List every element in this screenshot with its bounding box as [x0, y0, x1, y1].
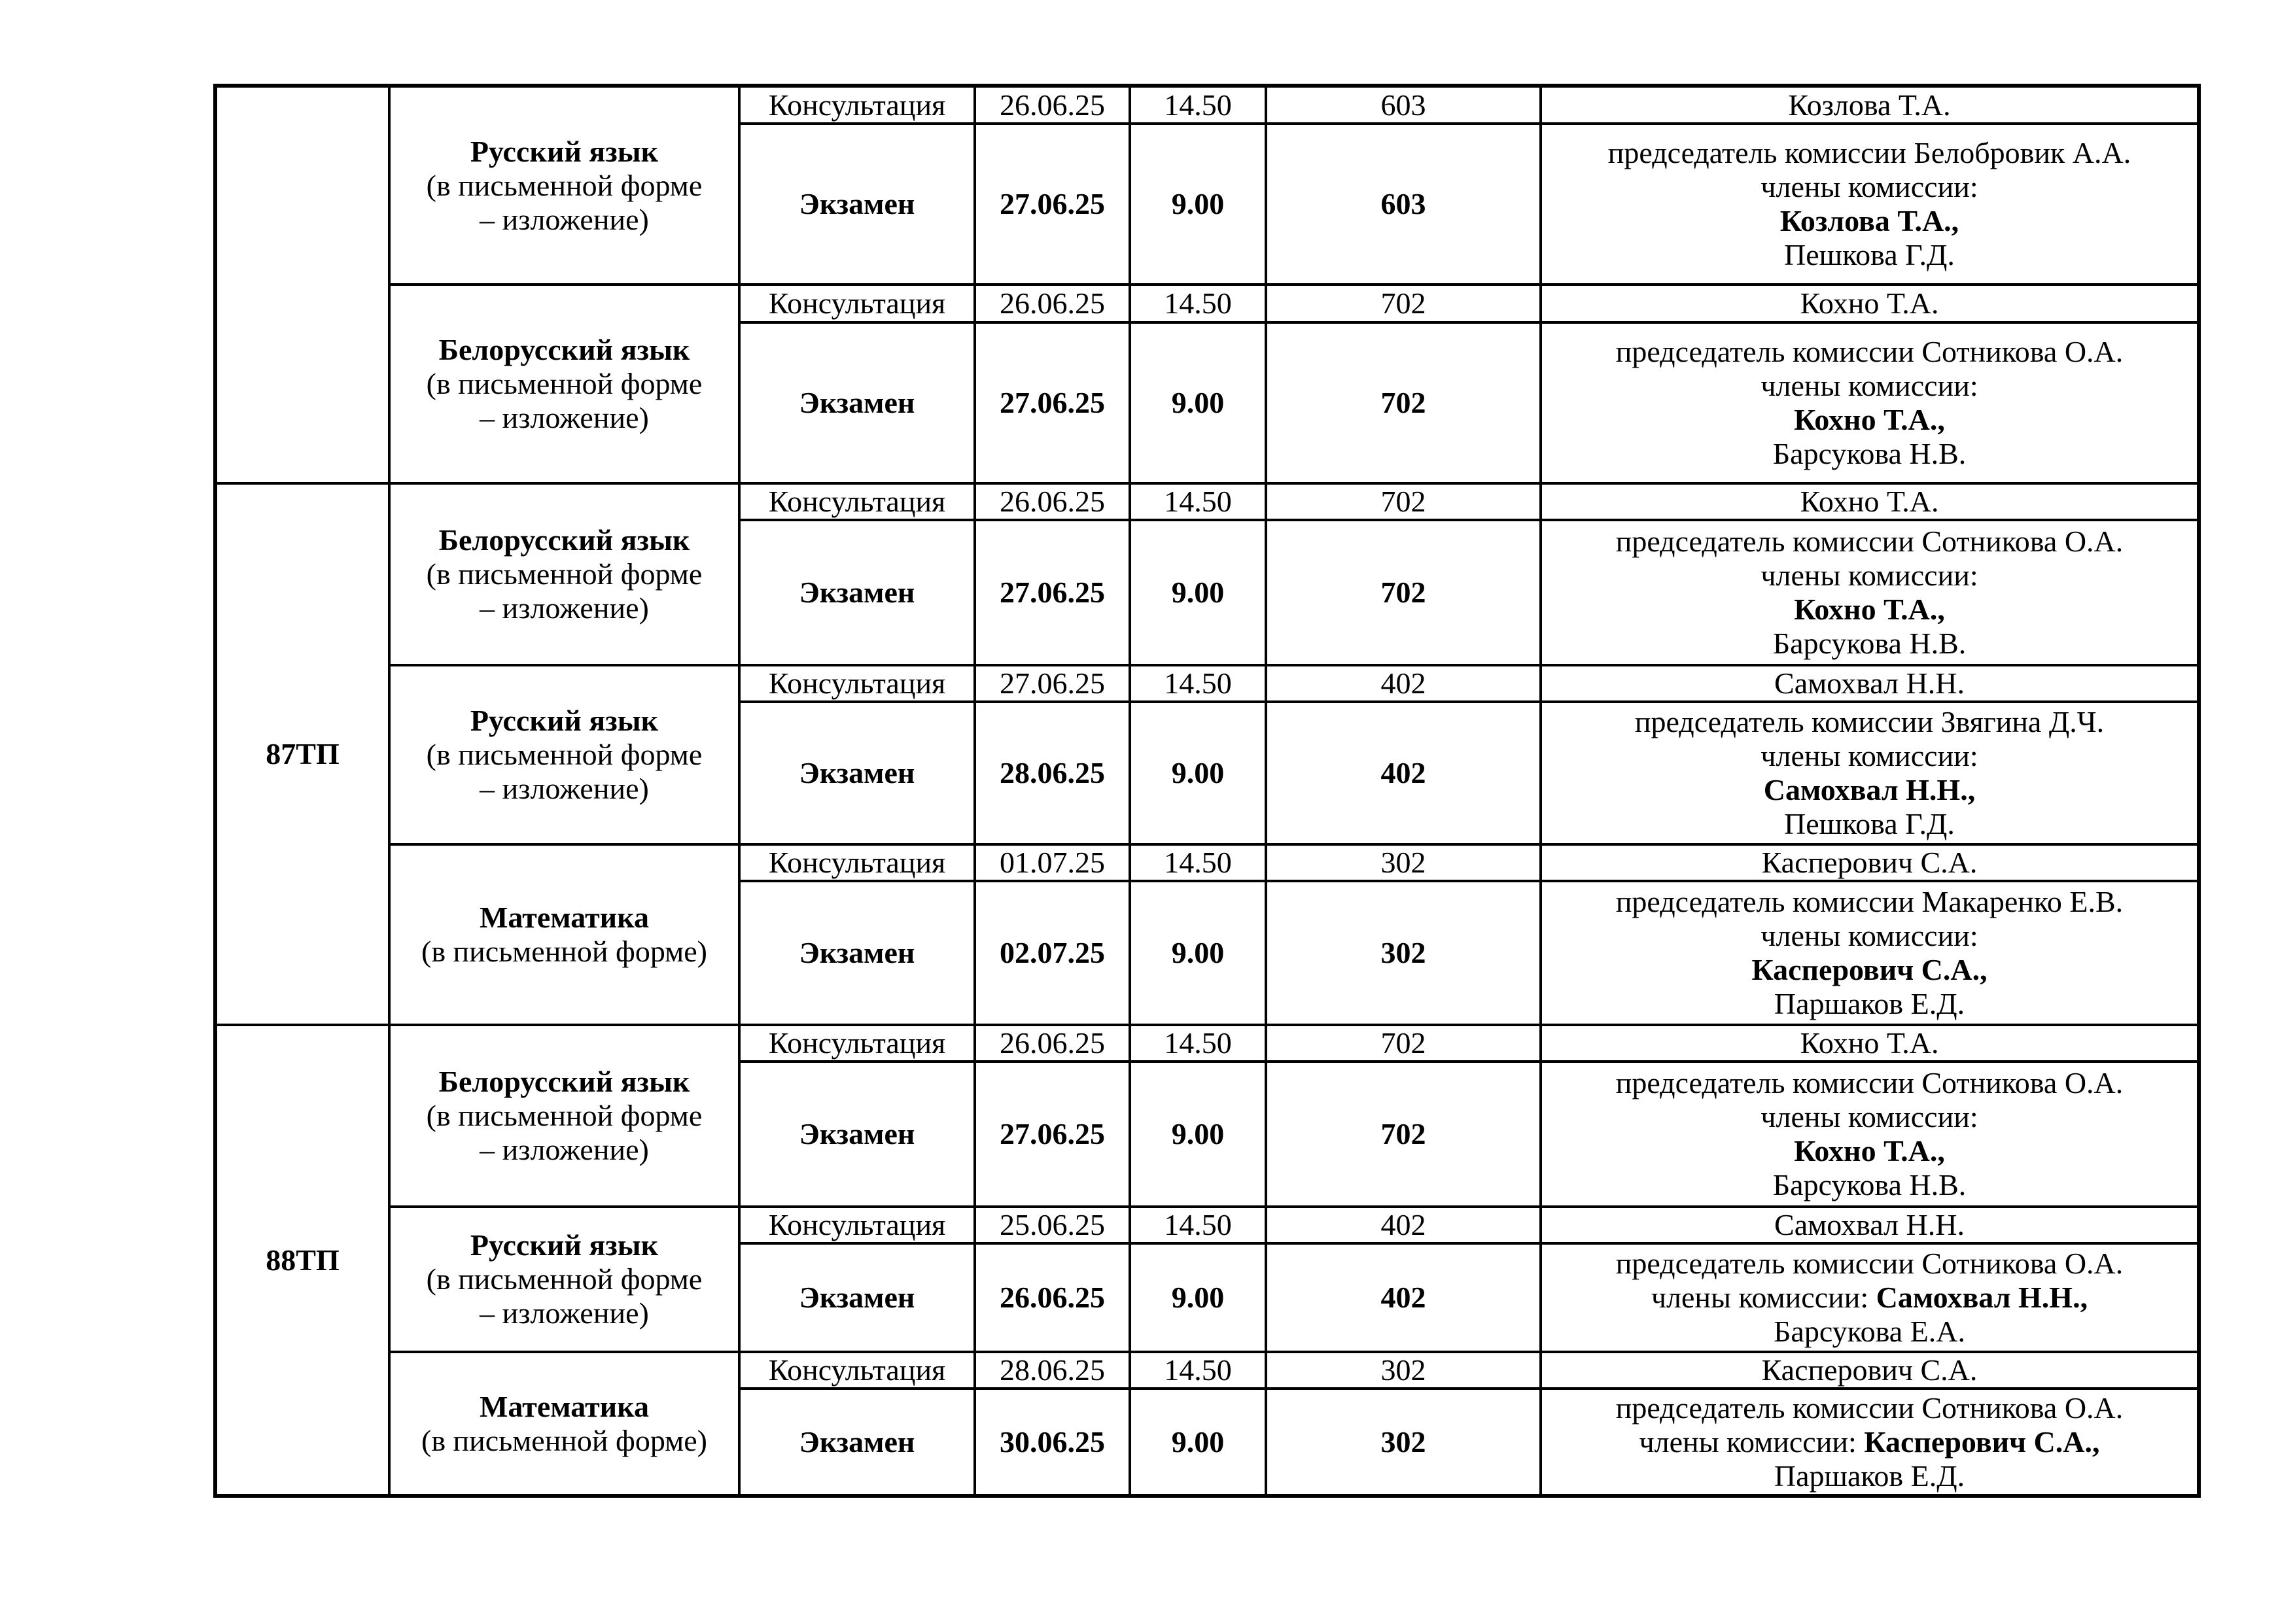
event-time: 9.00 [1130, 124, 1266, 285]
event-date: 02.07.25 [975, 881, 1130, 1025]
consultation-teacher: Кохно Т.А. [1541, 1025, 2199, 1062]
commission-members-line [1549, 1425, 2190, 1459]
event-room: 702 [1266, 322, 1541, 483]
subject-note: – изложение) [480, 401, 649, 434]
subject-note: – изложение) [480, 591, 649, 625]
commission-chair: председатель комиссии Сотникова О.А. [1615, 335, 2124, 368]
event-time: 14.50 [1130, 1352, 1266, 1389]
commission-chair: председатель комиссии Сотникова О.А. [1615, 1247, 2124, 1280]
commission-chair: председатель комиссии Звягина Д.Ч. [1634, 705, 2105, 738]
commission-member-other: Барсукова Н.В. [1772, 437, 1967, 470]
subject-note: (в письменной форме) [421, 1423, 707, 1457]
subject-name: Русский язык [470, 1228, 659, 1262]
consultation-teacher: Самохвал Н.Н. [1541, 1207, 2199, 1243]
commission-chair: председатель комиссии Сотникова О.А. [1615, 1391, 2124, 1425]
consultation-row [215, 285, 2199, 322]
event-room: 302 [1266, 1389, 1541, 1496]
event-room: 302 [1266, 881, 1541, 1025]
event-date: 26.06.25 [975, 1025, 1130, 1062]
commission-member-main: Козлова Т.А., [1779, 204, 1959, 237]
event-time: 9.00 [1130, 881, 1266, 1025]
event-room: 702 [1266, 1025, 1541, 1062]
subject-note: (в письменной форме [426, 738, 703, 771]
event-time: 14.50 [1130, 86, 1266, 124]
subject-note: – изложение) [480, 772, 649, 805]
event-time: 14.50 [1130, 1207, 1266, 1243]
subject-cell [389, 665, 739, 844]
exam-commission [1541, 1243, 2199, 1352]
event-type: Экзамен [739, 322, 975, 483]
subject-note: (в письменной форме [426, 557, 703, 591]
subject-note: – изложение) [480, 202, 649, 236]
subject-cell [389, 1352, 739, 1496]
commission-member-other: Пешкова Г.Д. [1784, 807, 1955, 840]
event-date: 26.06.25 [975, 285, 1130, 322]
event-date: 30.06.25 [975, 1389, 1130, 1496]
subject-cell [389, 86, 739, 285]
commission-member-main: Самохвал Н.Н., [1876, 1281, 2088, 1314]
commission-member-main: Самохвал Н.Н., [1763, 773, 1976, 806]
event-time: 9.00 [1130, 322, 1266, 483]
event-time: 14.50 [1130, 1025, 1266, 1062]
consultation-teacher: Кохно Т.А. [1541, 285, 2199, 322]
event-room: 702 [1266, 1062, 1541, 1207]
consultation-teacher: Самохвал Н.Н. [1541, 665, 2199, 702]
subject-note: (в письменной форме [426, 367, 703, 400]
event-type: Консультация [739, 86, 975, 124]
event-room: 402 [1266, 1207, 1541, 1243]
event-room: 603 [1266, 86, 1541, 124]
event-type: Консультация [739, 665, 975, 702]
commission-member-other: Паршаков Е.Д. [1774, 987, 1965, 1020]
consultation-row [215, 483, 2199, 520]
subject-name: Русский язык [470, 134, 659, 168]
event-room: 702 [1266, 285, 1541, 322]
consultation-teacher: Кохно Т.А. [1541, 483, 2199, 520]
commission-members-label: члены комиссии: [1651, 1281, 1869, 1314]
exam-commission [1541, 1062, 2199, 1207]
subject-name: Русский язык [470, 704, 659, 737]
event-type: Экзамен [739, 520, 975, 665]
exam-commission [1541, 520, 2199, 665]
consultation-row [215, 1025, 2199, 1062]
event-date: 26.06.25 [975, 86, 1130, 124]
event-time: 14.50 [1130, 665, 1266, 702]
subject-cell [389, 483, 739, 665]
commission-members-line [1549, 1281, 2190, 1315]
event-room: 302 [1266, 844, 1541, 881]
commission-member-other: Пешкова Г.Д. [1784, 238, 1955, 271]
consultation-teacher: Касперович С.А. [1541, 844, 2199, 881]
subject-note: – изложение) [480, 1133, 649, 1166]
event-room: 603 [1266, 124, 1541, 285]
event-date: 27.06.25 [975, 520, 1130, 665]
subject-name: Математика [480, 901, 649, 934]
commission-member-other: Паршаков Е.Д. [1774, 1459, 1965, 1493]
subject-note: – изложение) [480, 1296, 649, 1330]
event-date: 28.06.25 [975, 1352, 1130, 1389]
commission-members-label: члены комиссии: [1761, 1100, 1978, 1133]
exam-commission [1541, 881, 2199, 1025]
event-date: 28.06.25 [975, 702, 1130, 844]
commission-member-other: Барсукова Н.В. [1772, 627, 1967, 660]
consultation-row [215, 1207, 2199, 1243]
subject-name: Белорусский язык [438, 333, 690, 366]
subject-name: Математика [480, 1389, 649, 1423]
event-date: 26.06.25 [975, 1243, 1130, 1352]
subject-cell [389, 844, 739, 1025]
event-room: 402 [1266, 665, 1541, 702]
commission-chair: председатель комиссии Белобровик А.А. [1607, 136, 2131, 169]
event-type: Экзамен [739, 881, 975, 1025]
event-type: Экзамен [739, 124, 975, 285]
subject-name: Белорусский язык [438, 1065, 690, 1098]
subject-note: (в письменной форме) [421, 935, 707, 968]
exam-schedule-table [213, 84, 2201, 1498]
commission-member-other: Барсукова Н.В. [1772, 1168, 1967, 1201]
event-type: Консультация [739, 844, 975, 881]
group-name: 88ТП [215, 1025, 389, 1496]
group-name [215, 86, 389, 483]
commission-chair: председатель комиссии Сотникова О.А. [1615, 525, 2124, 558]
commission-members-label: члены комиссии: [1761, 369, 1978, 402]
consultation-row [215, 844, 2199, 881]
event-room: 302 [1266, 1352, 1541, 1389]
subject-note: (в письменной форме [426, 1262, 703, 1296]
exam-schedule-body [215, 86, 2199, 1496]
subject-note: (в письменной форме [426, 168, 703, 202]
event-type: Экзамен [739, 1062, 975, 1207]
event-type: Консультация [739, 1025, 975, 1062]
event-type: Экзамен [739, 1243, 975, 1352]
event-room: 402 [1266, 702, 1541, 844]
commission-member-main: Касперович С.А., [1751, 953, 1988, 986]
event-time: 9.00 [1130, 1062, 1266, 1207]
event-room: 402 [1266, 1243, 1541, 1352]
commission-members-label: члены комиссии: [1761, 739, 1978, 772]
commission-member-main: Кохно Т.А., [1794, 1134, 1945, 1167]
subject-name: Белорусский язык [438, 523, 690, 557]
event-time: 9.00 [1130, 1243, 1266, 1352]
event-date: 27.06.25 [975, 1062, 1130, 1207]
consultation-row [215, 665, 2199, 702]
event-date: 01.07.25 [975, 844, 1130, 881]
event-date: 27.06.25 [975, 322, 1130, 483]
commission-member-main: Касперович С.А., [1864, 1425, 2100, 1459]
event-time: 14.50 [1130, 483, 1266, 520]
event-time: 14.50 [1130, 844, 1266, 881]
commission-member-main: Кохно Т.А., [1794, 593, 1945, 626]
event-date: 27.06.25 [975, 665, 1130, 702]
commission-member-other: Барсукова Е.А. [1773, 1315, 1965, 1348]
subject-cell [389, 285, 739, 483]
commission-chair: председатель комиссии Макаренко Е.В. [1615, 885, 2124, 918]
commission-members-label: члены комиссии: [1761, 919, 1978, 952]
event-date: 25.06.25 [975, 1207, 1130, 1243]
event-type: Консультация [739, 1352, 975, 1389]
event-date: 27.06.25 [975, 124, 1130, 285]
exam-commission [1541, 322, 2199, 483]
event-type: Консультация [739, 1207, 975, 1243]
exam-commission [1541, 124, 2199, 285]
commission-chair: председатель комиссии Сотникова О.А. [1615, 1066, 2124, 1099]
event-time: 9.00 [1130, 702, 1266, 844]
event-room: 702 [1266, 483, 1541, 520]
subject-cell [389, 1207, 739, 1352]
event-time: 9.00 [1130, 1389, 1266, 1496]
subject-note: (в письменной форме [426, 1099, 703, 1132]
consultation-teacher: Козлова Т.А. [1541, 86, 2199, 124]
event-type: Консультация [739, 285, 975, 322]
consultation-row [215, 86, 2199, 124]
event-type: Консультация [739, 483, 975, 520]
event-time: 14.50 [1130, 285, 1266, 322]
exam-commission [1541, 702, 2199, 844]
event-type: Экзамен [739, 702, 975, 844]
exam-commission [1541, 1389, 2199, 1496]
consultation-row [215, 1352, 2199, 1389]
commission-members-label: члены комиссии: [1639, 1425, 1857, 1459]
commission-members-label: члены комиссии: [1761, 559, 1978, 592]
commission-members-label: члены комиссии: [1761, 170, 1978, 203]
event-date: 26.06.25 [975, 483, 1130, 520]
subject-cell [389, 1025, 739, 1207]
event-type: Экзамен [739, 1389, 975, 1496]
consultation-teacher: Касперович С.А. [1541, 1352, 2199, 1389]
commission-member-main: Кохно Т.А., [1794, 403, 1945, 436]
event-time: 9.00 [1130, 520, 1266, 665]
event-room: 702 [1266, 520, 1541, 665]
group-name: 87ТП [215, 483, 389, 1025]
